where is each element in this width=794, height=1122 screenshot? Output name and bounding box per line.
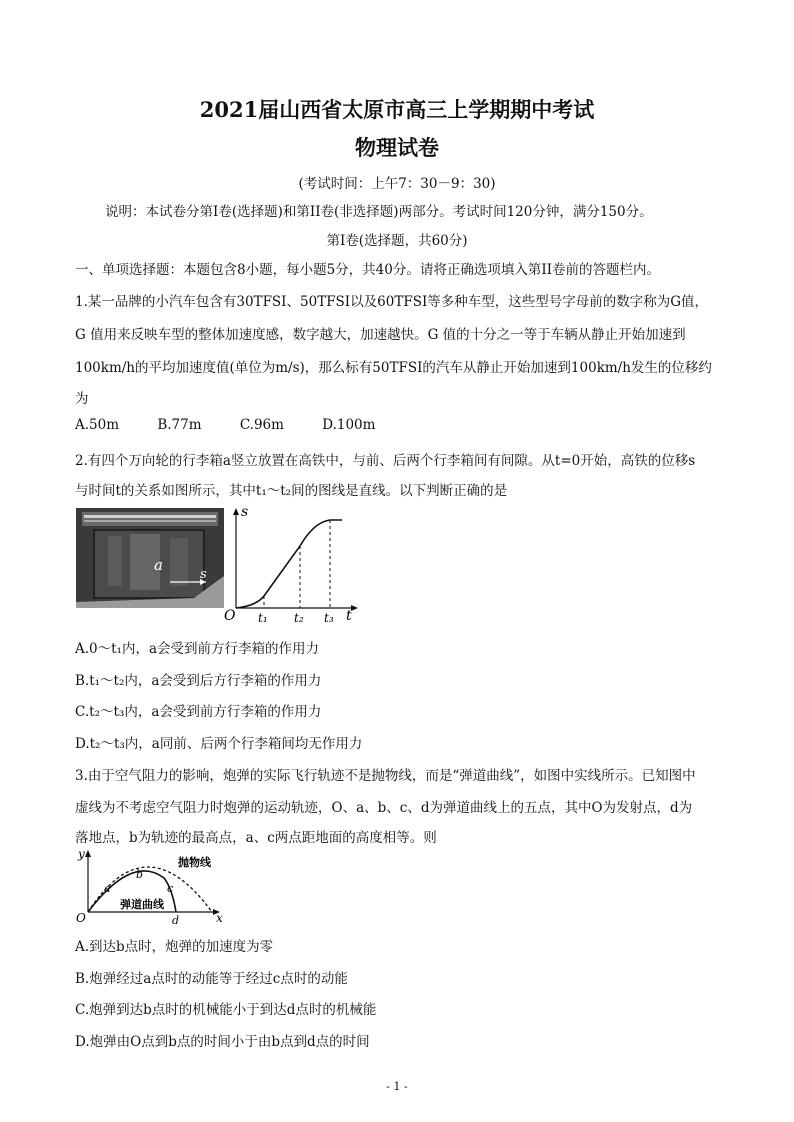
- q1-option-a: A.50m: [75, 417, 120, 433]
- q1-option-c: C.96m: [239, 417, 284, 433]
- q2-figure: [74, 506, 364, 626]
- q2-option-b: B.t₁～t₂内，a会受到后方行李箱的作用力: [75, 673, 322, 689]
- point-b-label: b: [136, 868, 144, 881]
- q3-option-b: B.炮弹经过a点时的动能等于经过c点时的动能: [75, 971, 348, 987]
- axis-label-y: y: [78, 848, 85, 861]
- axis-label-t: t: [346, 608, 352, 624]
- q1-options: [75, 417, 725, 433]
- part-heading: 第I卷(选择题，共60分): [326, 233, 468, 249]
- tick-label-t3: t₃: [324, 611, 334, 625]
- exam-subtitle: 物理试卷: [355, 135, 439, 160]
- q3-figure: [74, 848, 234, 924]
- q3-line-3: 落地点，b为轨迹的最高点，a、c两点距地面的高度相等。则: [75, 830, 437, 846]
- q3-line-2: 虚线为不考虑空气阻力时炮弹的运动轨迹，O、a、b、c、d为弹道曲线上的五点，其中O为发射点，d为: [75, 800, 693, 816]
- point-a-label: a: [104, 882, 111, 895]
- axis-label-x: x: [216, 911, 223, 924]
- point-d-label: d: [172, 914, 180, 924]
- q2-line-1: 2.有四个万向轮的行李箱a竖立放置在高铁中，与前、后两个行李箱间有间隙。从t=0开始，高铁的位移s: [75, 453, 696, 469]
- q3-line-1: 3.由于空气阻力的影响，炮弹的实际飞行轨迹不是抛物线，而是“弹道曲线”，如图中实线所示。已知图中: [75, 768, 696, 784]
- q3-option-d: D.炮弹由O点到b点的时间小于由b点到d点的时间: [75, 1034, 370, 1050]
- exam-note: 说明：本试卷分第I卷(选择题)和第II卷(非选择题)两部分。考试时间120分钟，满分150分。: [105, 204, 653, 220]
- q1-line-1: 1.某一品牌的小汽车包含有30TFSI、50TFSI以及60TFSI等多种车型，这些型号字母前的数字称为G值，: [75, 294, 709, 310]
- luggage-photo: [76, 508, 224, 608]
- exam-title: 2021届山西省太原市高三上学期期中考试: [199, 97, 595, 122]
- q1-option-b: B.77m: [157, 417, 202, 433]
- photo-label-a: a: [154, 556, 163, 574]
- tick-label-t2: t₂: [294, 611, 304, 625]
- page-number: - 1 -: [386, 1080, 408, 1093]
- q1-line-3: 100km/h的平均加速度值(单位为m/s)，那么标有50TFSI的汽车从静止开始加速到100km/h发生的位移约: [75, 360, 712, 376]
- tick-label-t1: t₁: [258, 611, 268, 625]
- q1-line-4: 为: [75, 391, 89, 407]
- point-c-label: c: [167, 882, 174, 895]
- q2-line-2: 与时间t的关系如图所示，其中t₁～t₂间的图线是直线。以下判断正确的是: [75, 483, 508, 499]
- q2-option-a: A.0～t₁内，a会受到前方行李箱的作用力: [75, 641, 320, 657]
- axis-label-s: s: [241, 506, 249, 520]
- q2-option-c: C.t₂～t₃内，a会受到前方行李箱的作用力: [75, 704, 322, 720]
- q2-option-d: D.t₂～t₃内，a同前、后两个行李箱间均无作用力: [75, 736, 363, 752]
- section-heading: 一、单项选择题：本题包含8小题，每小题5分，共40分。请将正确选项填入第II卷前的答题栏内。: [75, 262, 661, 278]
- photo-label-s: s: [200, 567, 207, 582]
- ballistic-label: 弹道曲线: [120, 898, 164, 911]
- q3-option-c: C.炮弹到达b点时的机械能小于到达d点时的机械能: [75, 1002, 377, 1018]
- s-t-graph: [224, 506, 358, 625]
- q3-option-a: A.到达b点时，炮弹的加速度为零: [75, 939, 274, 955]
- exam-time: (考试时间：上午7：30－9：30): [298, 176, 496, 192]
- q1-option-d: D.100m: [322, 417, 376, 433]
- q1-line-2: G 值用来反映车型的整体加速度感，数字越大，加速越快。G 值的十分之一等于车辆从静止开始加速到: [75, 327, 686, 343]
- parabola-label: 抛物线: [178, 856, 211, 869]
- origin-label: O: [224, 608, 236, 624]
- origin-label: O: [76, 911, 86, 924]
